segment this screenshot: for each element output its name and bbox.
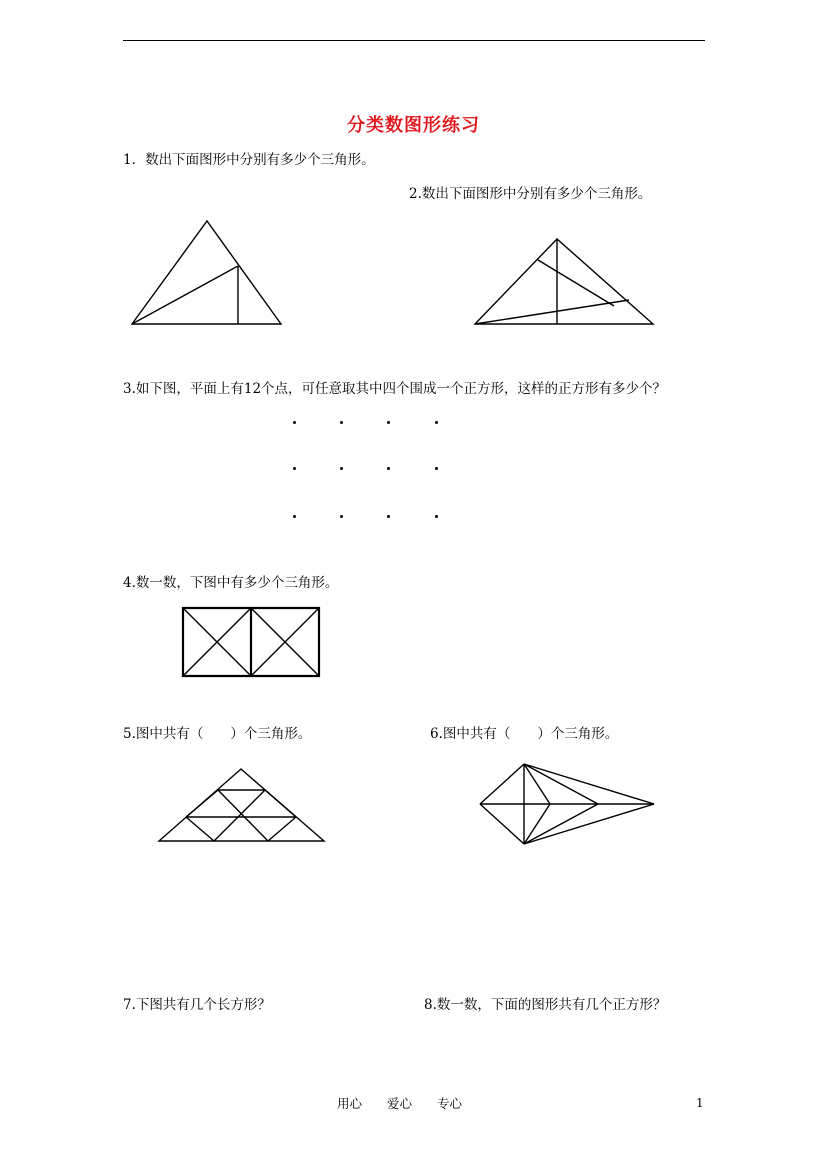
grid-dot	[340, 515, 343, 518]
grid-dot	[435, 467, 438, 470]
question-1: 1．数出下面图形中分别有多少个三角形。	[123, 152, 375, 168]
question-7: 7.下图共有几个长方形？	[123, 997, 271, 1013]
grid-dot	[387, 467, 390, 470]
question-4: 4.数一数，下图中有多少个三角形。	[123, 575, 339, 591]
grid-dot	[293, 467, 296, 470]
grid-dot	[293, 421, 296, 424]
grid-dot	[340, 421, 343, 424]
header-rule	[123, 40, 705, 41]
page-title: 分类数图形练习	[347, 115, 480, 136]
figure-2-triangle	[471, 235, 659, 329]
figure-1-triangle	[128, 218, 286, 328]
grid-dot	[340, 467, 343, 470]
grid-dot	[387, 515, 390, 518]
question-3: 3.如下图，平面上有12个点，可任意取其中四个围成一个正方形，这样的正方形有多少个？	[123, 381, 667, 397]
footer-item: 专心	[437, 1096, 463, 1111]
grid-dot	[435, 421, 438, 424]
grid-dot	[293, 515, 296, 518]
figure-4-rectangles	[180, 605, 325, 681]
grid-dot	[387, 421, 390, 424]
footer-item: 爱心	[387, 1096, 413, 1111]
question-5: 5.图中共有（ ）个三角形。	[123, 726, 312, 742]
question-6: 6.图中共有（ ）个三角形。	[430, 726, 619, 742]
page-number: 1	[696, 1096, 704, 1110]
footer-item: 用心	[337, 1096, 363, 1111]
figure-6-kite	[476, 760, 660, 848]
grid-dot	[435, 515, 438, 518]
question-8: 8.数一数，下面的图形共有几个正方形？	[424, 997, 667, 1013]
question-2: 2.数出下面图形中分别有多少个三角形。	[409, 186, 652, 202]
figure-5-triangle-grid	[155, 766, 330, 846]
